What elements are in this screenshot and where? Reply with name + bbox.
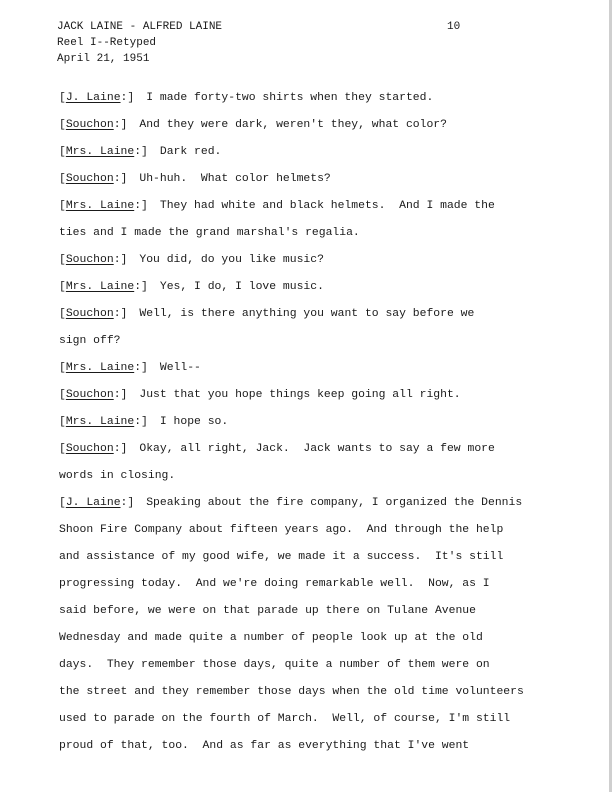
transcript-line	[59, 625, 599, 652]
speaker-label: [Souchon:]	[59, 254, 128, 266]
transcript-body	[59, 85, 599, 760]
speaker-label: [Mrs. Laine:]	[59, 281, 148, 293]
transcript-line	[59, 490, 599, 517]
transcript-line	[59, 436, 599, 463]
transcript-line	[59, 112, 599, 139]
speaker-name: Souchon	[65, 119, 114, 131]
line-text: Uh-huh. What color helmets?	[139, 173, 331, 185]
line-text: said before, we were on that parade up there on Tulane Avenue	[59, 605, 476, 617]
line-text: Okay, all right, Jack. Jack wants to say a few more	[139, 443, 495, 455]
line-text: ties and I made the grand marshal's regalia.	[59, 227, 360, 239]
speaker-label: [J. Laine:]	[59, 92, 135, 104]
speaker-label: [Souchon:]	[59, 119, 128, 131]
speaker-name: J. Laine	[65, 92, 121, 104]
speaker-label: [Souchon:]	[59, 389, 128, 401]
transcript-line	[59, 463, 599, 490]
speaker-name: Souchon	[65, 173, 114, 185]
transcript-line	[59, 328, 599, 355]
speaker-label: [Souchon:]	[59, 308, 128, 320]
transcript-line	[59, 598, 599, 625]
line-text: And they were dark, weren't they, what color?	[139, 119, 447, 131]
speaker-label: [Mrs. Laine:]	[59, 416, 148, 428]
speaker-name: Souchon	[65, 308, 114, 320]
transcript-line	[59, 652, 599, 679]
line-text: days. They remember those days, quite a number of them were on	[59, 659, 490, 671]
transcript-line	[59, 679, 599, 706]
transcript-line	[59, 544, 599, 571]
transcript-line	[59, 139, 599, 166]
transcript-line	[59, 571, 599, 598]
line-text: I made forty-two shirts when they started.	[146, 92, 434, 104]
transcript-line	[59, 355, 599, 382]
line-text: sign off?	[59, 335, 121, 347]
line-text: Wednesday and made quite a number of people look up at the old	[59, 632, 483, 644]
speaker-name: Mrs. Laine	[65, 362, 135, 374]
line-text: Just that you hope things keep going all right.	[139, 389, 461, 401]
speaker-label: [J. Laine:]	[59, 497, 135, 509]
transcript-line	[59, 166, 599, 193]
line-text: and assistance of my good wife, we made it a success. It's still	[59, 551, 504, 563]
speaker-name: Souchon	[65, 389, 114, 401]
line-text: Shoon Fire Company about fifteen years ago. And through the help	[59, 524, 504, 536]
transcript-line	[59, 274, 599, 301]
header-date: April 21, 1951	[57, 53, 150, 65]
speaker-name: Mrs. Laine	[65, 200, 135, 212]
transcript-line	[59, 409, 599, 436]
speaker-name: Mrs. Laine	[65, 281, 135, 293]
line-text: words in closing.	[59, 470, 176, 482]
speaker-name: Mrs. Laine	[65, 146, 135, 158]
transcript-line	[59, 247, 599, 274]
speaker-name: Souchon	[65, 443, 114, 455]
speaker-label: [Mrs. Laine:]	[59, 362, 148, 374]
header-names: JACK LAINE - ALFRED LAINE	[57, 21, 223, 33]
page-number: 10	[447, 21, 461, 33]
speaker-label: [Mrs. Laine:]	[59, 200, 148, 212]
line-text: used to parade on the fourth of March. Well, of course, I'm still	[59, 713, 511, 725]
transcript-line	[59, 706, 599, 733]
line-text: Speaking about the fire company, I organized the Dennis	[146, 497, 523, 509]
speaker-name: Mrs. Laine	[65, 416, 135, 428]
line-text: progressing today. And we're doing remarkable well. Now, as I	[59, 578, 490, 590]
speaker-label: [Souchon:]	[59, 443, 128, 455]
speaker-label: [Souchon:]	[59, 173, 128, 185]
line-text: They had white and black helmets. And I made the	[159, 200, 495, 212]
line-text: Well, is there anything you want to say before we	[139, 308, 475, 320]
speaker-name: Souchon	[65, 254, 114, 266]
transcript-line	[59, 220, 599, 247]
line-text: the street and they remember those days when the old time volunteers	[59, 686, 524, 698]
transcript-line	[59, 85, 599, 112]
line-text: You did, do you like music?	[139, 254, 324, 266]
line-text: Well--	[159, 362, 201, 374]
transcript-line	[59, 301, 599, 328]
line-text: proud of that, too. And as far as everything that I've went	[59, 740, 470, 752]
transcript-header	[57, 19, 222, 67]
transcript-line	[59, 517, 599, 544]
header-reel: Reel I--Retyped	[57, 37, 157, 49]
speaker-name: J. Laine	[65, 497, 121, 509]
transcript-line	[59, 193, 599, 220]
speaker-label: [Mrs. Laine:]	[59, 146, 148, 158]
line-text: I hope so.	[159, 416, 229, 428]
transcript-line	[59, 733, 599, 760]
transcript-line	[59, 382, 599, 409]
line-text: Yes, I do, I love music.	[159, 281, 324, 293]
line-text: Dark red.	[159, 146, 222, 158]
